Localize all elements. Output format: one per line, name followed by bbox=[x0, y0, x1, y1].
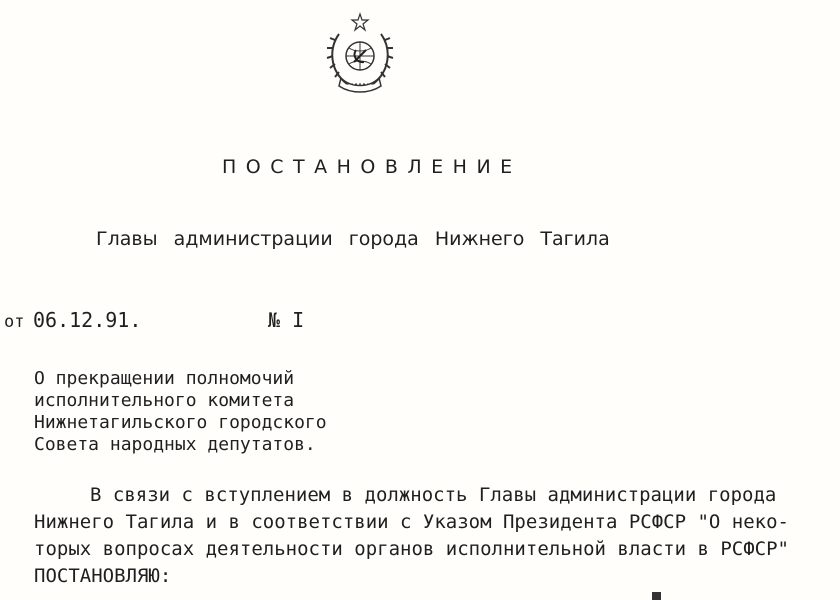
body-line: ПОСТАНОВЛЯЮ: bbox=[34, 565, 172, 587]
document-title: ПОСТАНОВЛЕНИЕ bbox=[222, 156, 522, 178]
document-number: № I bbox=[268, 308, 305, 332]
subject-line: О прекращении полномочий bbox=[34, 368, 295, 389]
date-prefix: от bbox=[4, 312, 25, 332]
document-subtitle: Главы администрации города Нижнего Тагила bbox=[96, 228, 610, 250]
body-line: Нижнего Тагила и в соответствии с Указом Президента РСФСР "О неко- bbox=[34, 511, 789, 533]
body-line: В связи с вступлением в должность Главы администрации города bbox=[90, 484, 777, 506]
subject-line: исполнительного комитета bbox=[34, 390, 295, 411]
document-subject bbox=[34, 368, 327, 456]
document-body bbox=[34, 482, 824, 590]
page-mark bbox=[652, 592, 661, 600]
subject-line: Нижнетагильского городского bbox=[34, 412, 327, 433]
subject-line: Совета народных депутатов. bbox=[34, 434, 316, 455]
state-emblem-icon bbox=[325, 12, 395, 96]
body-line: торых вопросах деятельности органов исполнительной власти в РСФСР" bbox=[34, 538, 789, 560]
document-date: 06.12.91. bbox=[33, 308, 142, 332]
